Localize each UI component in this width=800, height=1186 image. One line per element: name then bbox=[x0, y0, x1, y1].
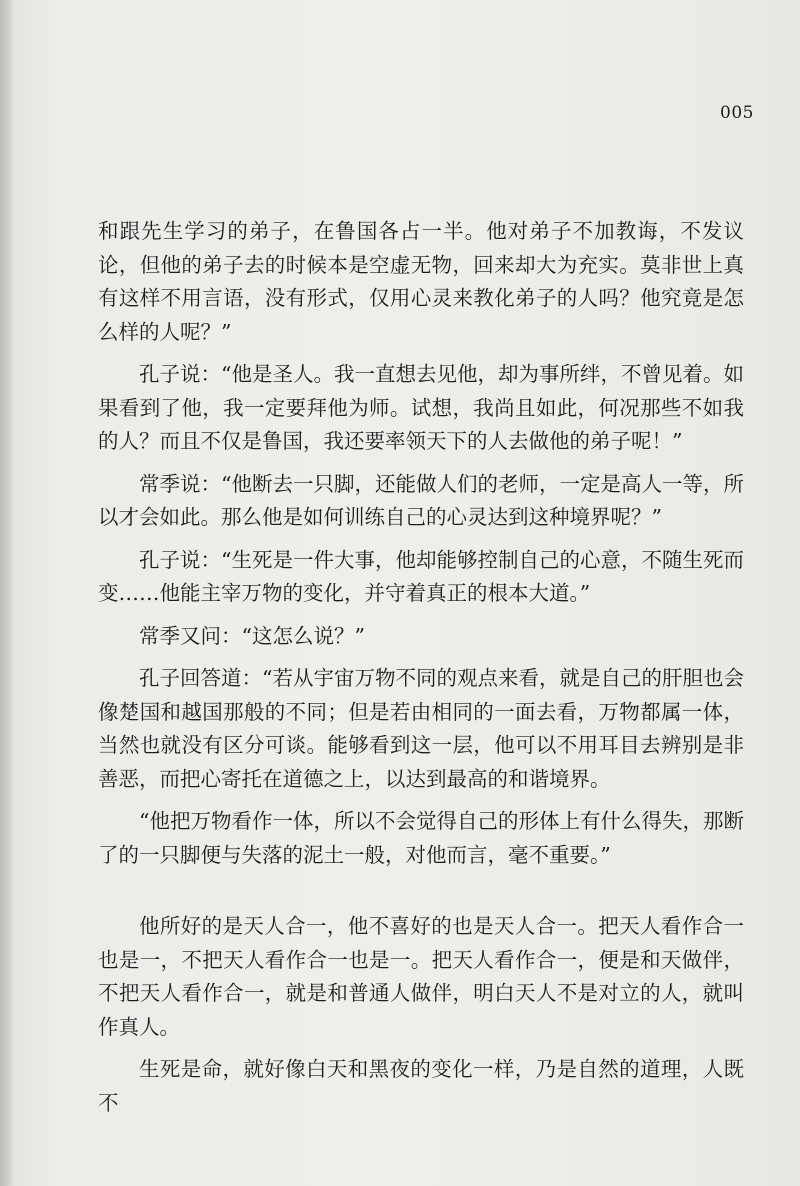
main-text-upper bbox=[98, 215, 744, 872]
page-number: 005 bbox=[720, 103, 754, 123]
paragraph: 他所好的是天人合一，他不喜好的也是天人合一。把天人看作合一也是一，不把天人看作合一也是一。把天人看作合一，便是和天做伴，不把天人看作合一，就是和普通人做伴，明白天人不是对立的人，就叫作真人。 bbox=[98, 914, 744, 1039]
paragraph: 常季又问：“这怎么说？” bbox=[139, 623, 365, 648]
paragraph: 常季说：“他断去一只脚，还能做人们的老师，一定是高人一等，所以才会如此。那么他是如何训练自己的心灵达到这种境界呢？” bbox=[98, 471, 744, 529]
paragraph: 孔子说：“他是圣人。我一直想去见他，却为事所绊，不曾见着。如果看到了他，我一定要拜他为师。试想，我尚且如此，何况那些不如我的人？而且不仅是鲁国，我还要率领天下的人去做他的弟子呢！” bbox=[98, 362, 744, 453]
paragraph: 孔子回答道：“若从宇宙万物不同的观点来看，就是自己的肝胆也会像楚国和越国那般的不同；但是若由相同的一面去看，万物都属一体，当然也就没有区分可谈。能够看到这一层，他可以不用耳目去辨别是非善恶，而把心寄托在道德之上，以达到最高的和谐境界。 bbox=[98, 666, 744, 791]
paragraph: 孔子说：“生死是一件大事，他却能够控制自己的心意，不随生死而变……他能主宰万物的变化，并守着真正的根本大道。” bbox=[98, 547, 744, 605]
paragraph: “他把万物看作一体，所以不会觉得自己的形体上有什么得失，那断了的一只脚便与失落的泥土一般，对他而言，毫不重要。” bbox=[98, 809, 744, 867]
paragraph: 生死是命，就好像白天和黑夜的变化一样，乃是自然的道理，人既不 bbox=[98, 1057, 744, 1115]
main-text-lower bbox=[98, 910, 744, 1120]
spine-shadow bbox=[0, 0, 14, 1186]
paragraph: 和跟先生学习的弟子，在鲁国各占一半。他对弟子不加教诲，不发议论，但他的弟子去的时候本是空虚无物，回来却大为充实。莫非世上真有这样不用言语，没有形式，仅用心灵来教化弟子的人吗？他究竟是怎么样的人呢？” bbox=[98, 219, 744, 344]
